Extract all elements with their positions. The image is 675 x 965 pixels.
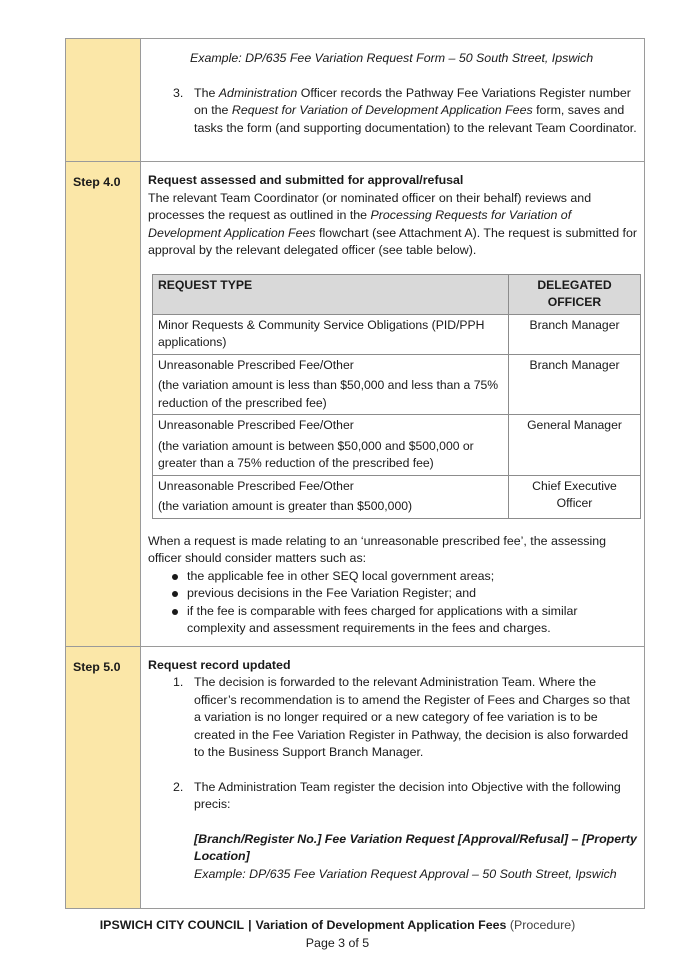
bullet-text: previous decisions in the Fee Variation Register; and (187, 586, 477, 600)
form-name: Request for Variation of Development Application Fees (231, 103, 533, 117)
request-detail: (the variation amount is between $50,000 and $500,000 or greater than a 75% reduction of the prescribed fee) (158, 438, 474, 470)
step-label: Step 4.0 (73, 175, 121, 189)
request-type: Unreasonable Prescribed Fee/Other (158, 418, 354, 432)
list-item (148, 85, 639, 138)
numbered-list (148, 674, 639, 883)
request-detail: (the variation amount is less than $50,000 and less than a 75% reduction of the prescribed fee) (158, 378, 499, 410)
bullet-icon (172, 591, 178, 597)
page-number: Page 3 of 5 (305, 936, 370, 950)
officer-cell: Branch Manager (509, 354, 641, 415)
list-item (148, 585, 639, 603)
list-number: 3. (173, 85, 184, 100)
header-delegated-officer: DELEGATED OFFICER (509, 274, 641, 314)
bullet-list (148, 568, 639, 638)
spacer (148, 68, 639, 85)
footer-separator: | (248, 918, 252, 932)
list-text: The decision is forwarded to the relevant Administration Team. Where the officer’s recommendation is to amend the Register of Fees and Charges so that a variation is no longer required or a new category of fee variation is to be created in the Fee Variation Register in Pathway, the decision is also forwarded to the Business Support Branch Manager. (194, 675, 630, 759)
text-run-italic: Administration (218, 85, 298, 100)
precis-template: [Branch/Register No.] Fee Variation Request [Approval/Refusal] – [Property Location] (194, 831, 637, 863)
officer-cell: General Manager (509, 415, 641, 476)
request-detail: (the variation amount is greater than $500,000) (158, 499, 413, 513)
officer-cell: Branch Manager (509, 314, 641, 354)
paragraph (148, 190, 639, 260)
text-run: The (194, 85, 219, 100)
step-cell (66, 646, 141, 908)
text-run: Officer records the Pathway Fee Variations Register number on the (194, 85, 631, 117)
step-heading: Request assessed and submitted for approval/refusal (148, 173, 464, 187)
list-number: 1. (173, 675, 184, 689)
request-type-cell (153, 415, 509, 476)
table-row (153, 415, 641, 476)
text-run: flowchart (see Attachment A). The request is submitted for approval by the relevant delegated officer (see table below). (148, 225, 637, 257)
spacer (194, 814, 639, 831)
text-run: The relevant Team Coordinator (or nominated officer on their behalf) reviews and processes the request as outlined in the (148, 190, 592, 222)
request-type-cell (153, 314, 509, 354)
bullet-text: if the fee is comparable with fees charged for applications with a similar complexity and assessment requirements in the fees and charges. (187, 603, 578, 635)
text-run: form, saves and tasks the form (and supporting documentation) to the relevant Team Coordinator. (194, 103, 637, 135)
page-footer (0, 916, 675, 952)
table-row (66, 39, 645, 162)
bullet-text: the applicable fee in other SEQ local government areas; (187, 568, 495, 583)
table-row (153, 314, 641, 354)
request-type-cell (153, 475, 509, 518)
procedure-table (65, 38, 645, 909)
example-line: Example: DP/635 Fee Variation Request Form – 50 South Street, Ipswich (190, 51, 594, 65)
step-label: Step 5.0 (73, 659, 121, 674)
table-row (66, 162, 645, 647)
request-type: Unreasonable Prescribed Fee/Other (158, 357, 354, 372)
content-cell (141, 162, 645, 647)
request-type: Minor Requests & Community Service Obligations (PID/PPH applications) (158, 317, 485, 349)
delegation-table (152, 274, 641, 519)
table-header-row (153, 274, 641, 314)
bullet-icon (172, 609, 178, 615)
document-title: Variation of Development Application Fees (255, 918, 507, 932)
flowchart-name: Processing Requests for Variation of Development Application Fees (148, 208, 572, 240)
request-type-cell (153, 354, 509, 415)
step-cell (66, 39, 141, 162)
list-item (148, 568, 639, 586)
step-heading: Request record updated (148, 657, 291, 672)
table-row (66, 646, 645, 908)
list-number: 2. (173, 779, 184, 794)
table-row (153, 475, 641, 518)
content-cell (141, 39, 645, 162)
list-text: The Administration Team register the decision into Objective with the following precis: (194, 779, 621, 811)
officer-cell: Chief Executive Officer (509, 475, 641, 518)
council-name: IPSWICH CITY COUNCIL (99, 918, 245, 932)
bullet-icon (172, 574, 178, 580)
numbered-list (148, 85, 639, 138)
header-request-type: REQUEST TYPE (153, 274, 509, 314)
list-item (148, 603, 639, 638)
footer-title-line (0, 916, 675, 934)
content-cell (141, 646, 645, 908)
document-kind: (Procedure) (509, 918, 576, 932)
example-line: Example: DP/635 Fee Variation Request Approval – 50 South Street, Ipswich (194, 866, 617, 881)
list-item (148, 779, 639, 884)
table-row (153, 354, 641, 415)
list-item (148, 674, 639, 762)
request-type: Unreasonable Prescribed Fee/Other (158, 478, 354, 493)
step-cell (66, 162, 141, 647)
paragraph: When a request is made relating to an ‘unreasonable prescribed fee’, the assessing officer should consider matters such as: (148, 533, 607, 565)
